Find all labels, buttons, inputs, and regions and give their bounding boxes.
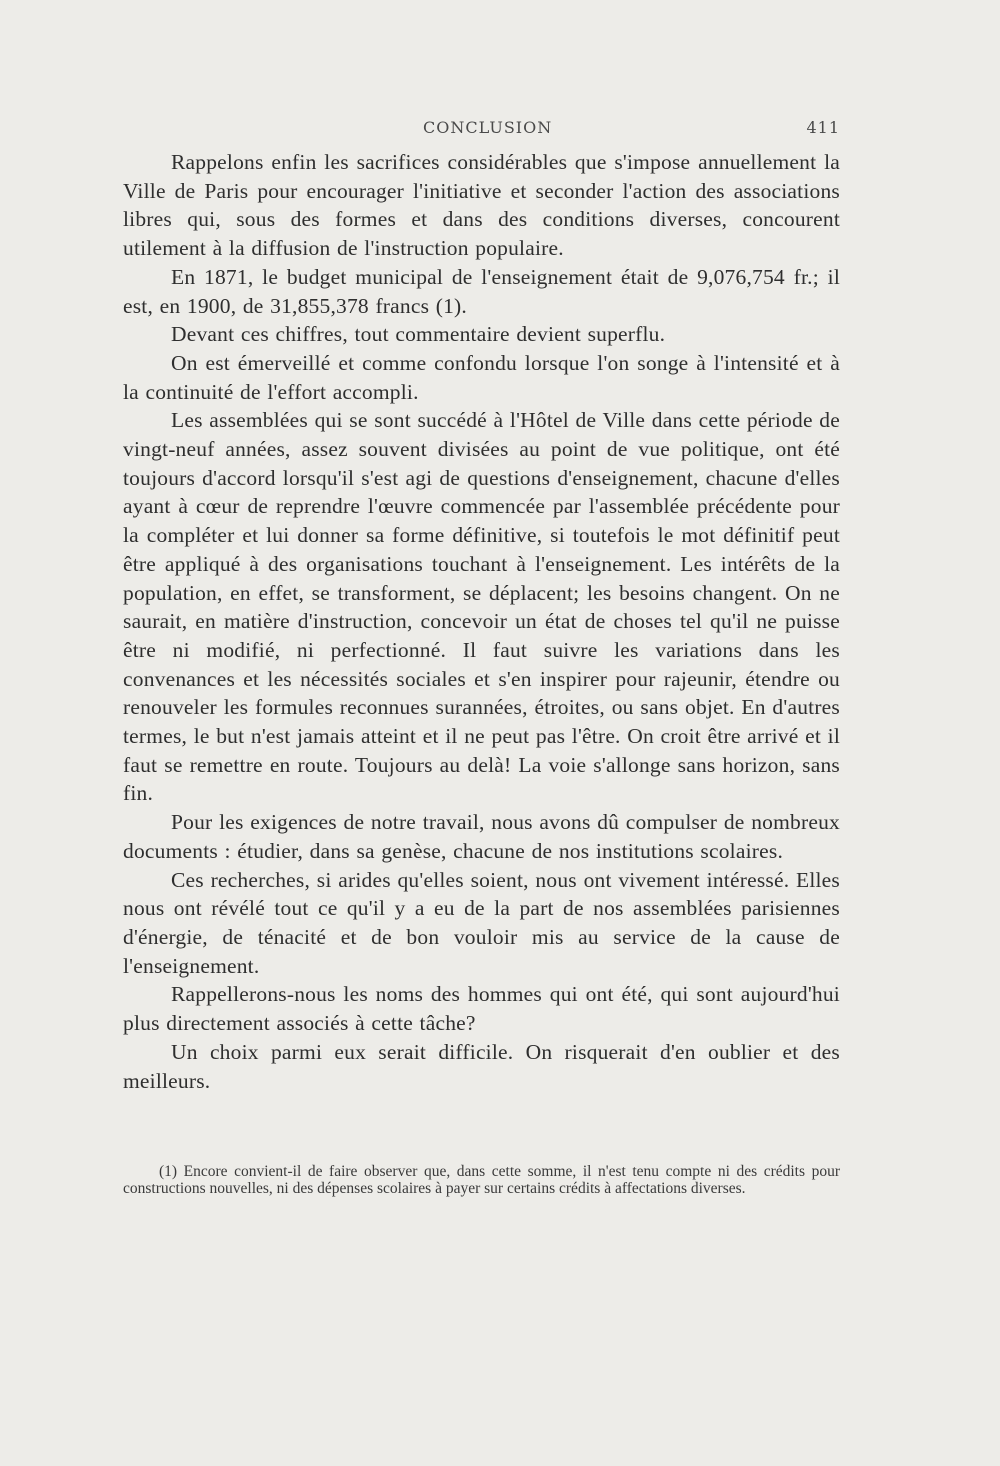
paragraph: Rappellerons-nous les noms des hommes qui ont été, qui sont aujourd'hui plus directement associés à cette tâche? [123, 982, 840, 1036]
body-text [123, 148, 840, 1095]
running-head [123, 118, 840, 142]
page-number: 411 [806, 118, 840, 137]
paragraph: Pour les exigences de notre travail, nous avons dû compulser de nombreux documents : étudier, dans sa genèse, chacune de nos institutions scolaires. [123, 810, 840, 863]
paragraph: Les assemblées qui se sont succédé à l'Hôtel de Ville dans cette période de vingt-neuf années, assez souvent divisées au point de vue politique, ont été toujours d'accord lorsqu'il s'est agi de questions d'enseignement, chacune d'elles ayant à cœur de reprendre l'œuvre commencée par l'assemblée précédente pour la compléter et lui donner sa forme définitive, si toutefois le mot définitif peut être appliqué à des organisations touchant à l'enseignement. Les intérêts de la population, en effet, se transforment, se déplacent; les besoins changent. On ne saurait, en matière d'instruction, concevoir un état de choses tel qu'il ne puisse être ni modifié, ni perfectionné. Il faut suivre les variations dans les convenances et les nécessités sociales et s'en inspirer pour rajeunir, étendre ou renouveler les formules reconnues surannées, étroites, ou sans objet. En d'autres termes, le but n'est jamais atteint et il ne peut pas l'être. On croit être arrivé et il faut se remettre en route. Toujours au delà! La voie s'allonge sans horizon, sans fin. [123, 408, 840, 806]
paragraph: Devant ces chiffres, tout commentaire devient superflu. [171, 322, 666, 347]
paragraph: Rappelons enfin les sacrifices considérables que s'impose annuellement la Ville de Paris pour encourager l'initiative et seconder l'action des associations libres qui, sous des formes et dans des conditions diverses, concourent utilement à la diffusion de l'instruction populaire. [123, 150, 840, 261]
footnote-text: (1) Encore convient-il de faire observer que, dans cette somme, il n'est tenu compte ni des crédits pour constructions nouvelles, ni des dépenses scolaires à payer sur certains crédits à affectations diverses. [123, 1163, 840, 1197]
running-title: CONCLUSION [423, 118, 553, 137]
paragraph: Ces recherches, si arides qu'elles soient, nous ont vivement intéressé. Elles nous ont révélé tout ce qu'il y a eu de la part de nos assemblées parisiennes d'énergie, de ténacité et de bon vouloir mis au service de la cause de l'enseignement. [123, 867, 840, 978]
paragraph: Un choix parmi eux serait difficile. On risquerait d'en oublier et des meilleurs. [123, 1039, 840, 1093]
paragraph: En 1871, le budget municipal de l'enseignement était de 9,076,754 fr.; il est, en 1900, de 31,855,378 francs (1). [123, 264, 840, 318]
paragraph: On est émerveillé et comme confondu lorsque l'on songe à l'intensité et à la continuité de l'effort accompli. [123, 350, 840, 404]
footnote [123, 1164, 840, 1197]
